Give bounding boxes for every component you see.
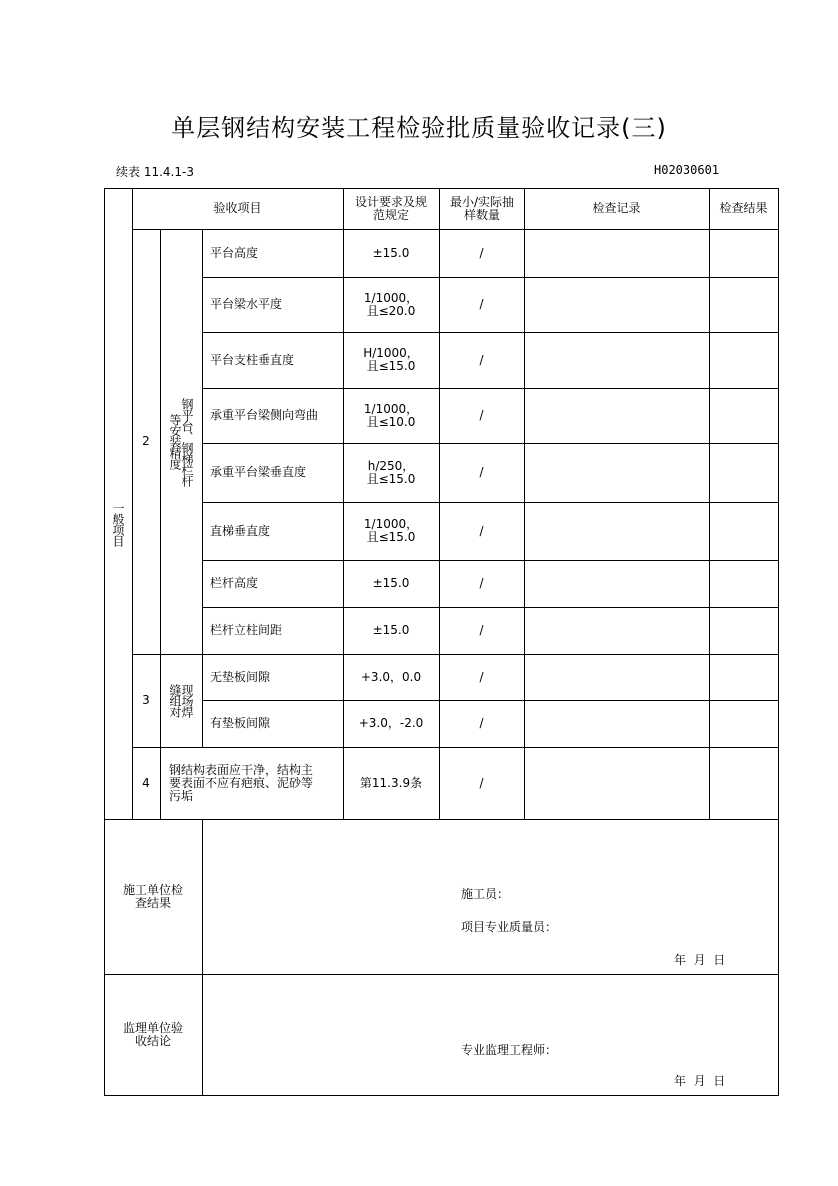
group-3-name (160, 654, 202, 747)
row-sample: / (479, 297, 484, 311)
row-sample: / (479, 352, 484, 367)
row-item: 平台支柱垂直度 (210, 352, 295, 367)
row-item: 无垫板间隙 (210, 669, 271, 684)
row-item: 栏杆高度 (210, 576, 259, 590)
category-text: 一般项目 (111, 502, 125, 546)
page-title: 单层钢结构安装工程检验批质量验收记录(三) (171, 114, 667, 142)
row-design: ±15.0 (372, 623, 410, 637)
group-2-name-text: 钢平台、钢梯栏杆等安装精度 (168, 397, 194, 486)
row-design: h/250， 且≤15.0 (366, 458, 416, 486)
row-design: 1/1000， 且≤10.0 (363, 401, 419, 429)
header-design: 设计要求及规范规定 (355, 194, 428, 222)
construction-label: 施工单位检查结果 (122, 882, 183, 910)
row-design: ±15.0 (372, 245, 410, 260)
row-item: 承重平台梁垂直度 (210, 465, 307, 479)
header-item: 验收项目 (213, 201, 262, 215)
header-result: 检查结果 (719, 201, 768, 215)
group-4-number: 4 (142, 775, 150, 790)
row-item: 平台梁水平度 (210, 297, 283, 311)
supervision-engineer: 专业监理工程师： (461, 1043, 558, 1057)
construction-date: 年 月 日 (674, 953, 726, 967)
row-sample: / (479, 408, 484, 422)
row-item: 承重平台梁侧向弯曲 (210, 408, 319, 422)
category-label (104, 229, 132, 819)
row-design: H/1000， 且≤15.0 (363, 346, 419, 373)
row-sample: / (479, 669, 484, 684)
header-sample: 最小/实际抽样数量 (449, 194, 515, 222)
row-design: ±15.0 (372, 576, 410, 590)
header-record: 检查记录 (592, 201, 641, 215)
document-code: H02030601 (654, 163, 720, 177)
row-item: 直梯垂直度 (210, 523, 271, 538)
row-sample: / (479, 716, 484, 730)
row-item: 栏杆立柱间距 (210, 623, 283, 637)
table-number: 续表 11.4.1-3 (116, 165, 194, 179)
row-design: 1/1000， 且≤20.0 (363, 290, 419, 318)
row-design: 1/1000， 且≤15.0 (363, 517, 419, 544)
row-sample: / (479, 623, 484, 637)
row-sample: / (479, 465, 484, 479)
row4-design: 第11.3.9条 (359, 775, 423, 790)
row-sample: / (479, 576, 484, 590)
row4-sample: / (479, 775, 484, 790)
group-2-name (160, 229, 202, 654)
group-3-name-text: 现场焊缝组对 (168, 684, 194, 717)
row-design: +3.0，-2.0 (358, 716, 424, 730)
supervision-label: 监理单位验收结论 (122, 1020, 183, 1048)
construction-inspector: 项目专业质量员： (461, 920, 558, 934)
supervision-date: 年 月 日 (674, 1074, 726, 1088)
group-3-number: 3 (142, 693, 150, 707)
group-2-number: 2 (142, 434, 150, 448)
row-sample: / (479, 245, 484, 260)
row-sample: / (479, 523, 484, 538)
row-item: 平台高度 (210, 245, 259, 260)
group-4-name: 钢结构表面应干净，结构主要表面不应有疤痕、泥砂等污垢 (169, 762, 314, 803)
construction-worker: 施工员： (461, 887, 510, 901)
row-design: +3.0，0.0 (360, 669, 422, 684)
row-item: 有垫板间隙 (210, 716, 271, 730)
